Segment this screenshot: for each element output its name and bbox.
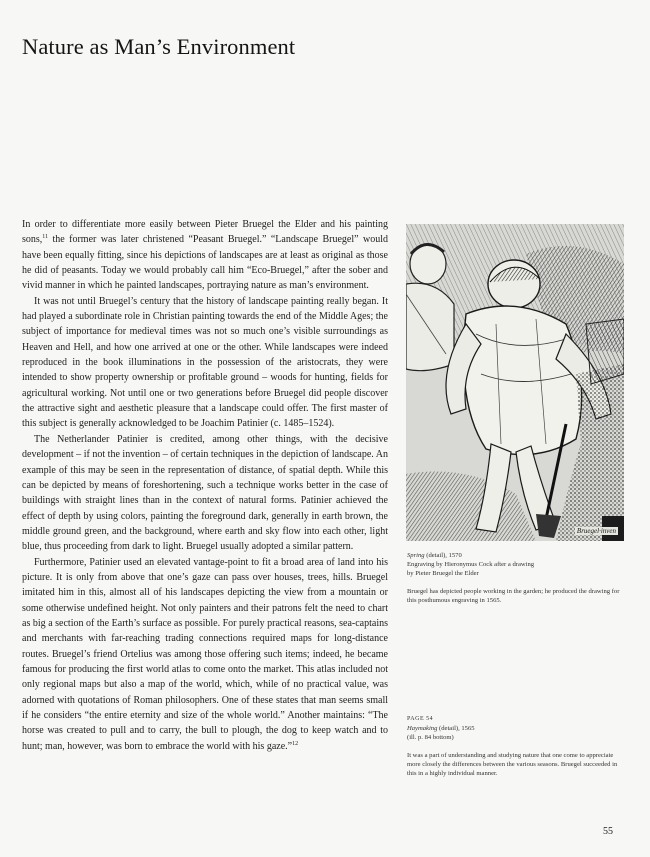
figure-caption-haymaking: PAGE 54 Haymaking (detail), 1565 (ill. p. 84 bottom) It was a part of understanding and studying nature that one come to appreciate more closely the differences between the various seasons. Bruegel succeeded in this in a highly individual manner. bbox=[407, 715, 625, 778]
caption-title: Haymaking bbox=[407, 725, 438, 732]
caption-page-ref: PAGE 54 bbox=[407, 716, 434, 722]
paragraph: Furthermore, Patinier used an elevated vantage-point to fit a broad area of land into his picture. It is only from above that one’s gaze can pass over houses, trees, hills. Bruegel imitated him in this, almost all of his landscapes depicting the view from a mountain or some otherwise undefined height. Not only painters and their patrons felt the need to chart as big a section of the Earth’s surface as possible. For purely practical reasons, sea-captains and merchants with far-reaching trading connections required maps for long-distance routes. Bruegel’s friend Ortelius was among those offering such items; indeed, he became famous for producing the first world atlas to come onto the market. This atlas included not only regional maps but also a map of the world, which, while of no practical value, was adorned with quotations of Roman philosophers. One of these states that man seems small if he considers “the entire eternity and size of the whole world.” Another maintains: “The horse was created to pull and to carry, the bull to plough, the dog to keep watch and to hunt; man, however, was born to embrace the world with his gaze.”$^{12}$ bbox=[22, 556, 388, 752]
paragraph: In order to differentiate more easily between Pieter Bruegel the Elder and his painting sons,$^{11}$ the former was later christened “Peasant Bruegel.” “Landscape Bruegel” would have been equally fitting, since his depictions of landscapes are at least as original as those he did of peasants. Today we would probably call him “Eco-Bruegel,” after the sober and vivid manner in which he painted landscapes, portraying nature as man’s environment. bbox=[22, 219, 388, 292]
figure-caption-spring: Spring (detail), 1570 Engraving by Hieronymus Cock after a drawing by Pieter Bruegel the Elder Bruegel has depicted people working in the garden; he produced the drawing for this posthumous engraving in 1565. bbox=[407, 551, 625, 605]
page-title: Nature as Man’s Environment bbox=[22, 34, 296, 59]
body-text bbox=[22, 217, 388, 754]
footnote-ref: 11 bbox=[42, 234, 49, 241]
caption-title: Spring bbox=[407, 552, 425, 559]
paragraph: It was not until Bruegel’s century that the history of landscape painting really began. It had played a subordinate role in Christian painting towards the end of the Middle Ages; the subject of importance for medieval times was not so much one’s visible surroundings as Heaven and Hell, and how one arrived at one or the other. While landscapes were indeed reproduced in the book illuminations in the possession of the aristocrats, they were intended to show property ownership or profitable ground – woods for hunting, fields for agricultural working. Not until one or two generations before Bruegel did people discover the attractive sight and aesthetic pleasure that a landscape could offer. The first master of this subject is generally acknowledged to be Joachim Patinier (c. 1485–1524). bbox=[22, 295, 388, 430]
caption-text: It was a part of understanding and studying nature that one come to appreciate more closely the differences between the various seasons. Bruegel succeeded in this in a highly individual manner. bbox=[407, 752, 618, 777]
caption-text: Bruegel has depicted people working in the garden; he produced the drawing for this posthumous engraving in 1565. bbox=[407, 588, 620, 604]
engraving-signature: Bruegel·inven bbox=[576, 527, 616, 535]
paragraph: The Netherlander Patinier is credited, among other things, with the decisive development – if not the invention – of certain techniques in the depiction of landscape. An example of this may be seen in the representation of distance, of spatial depth. While this can be depicted by means of foreshortening, such a technique works better in the case of buildings with straight lines than in the context of natural forms. Patinier achieved the effect of depth by using colors, painting the foreground dark, generally in earth brown, the middle ground green, and the background, where earth and sky flow into each other, light blue, thus proceeding from dark to light. Bruegel usually adopted a similar pattern. bbox=[22, 433, 388, 553]
page-number: 55 bbox=[603, 826, 613, 837]
engraving-illustration bbox=[406, 224, 624, 541]
spring-engraving-image bbox=[406, 224, 624, 541]
footnote-ref: 12 bbox=[292, 740, 299, 747]
